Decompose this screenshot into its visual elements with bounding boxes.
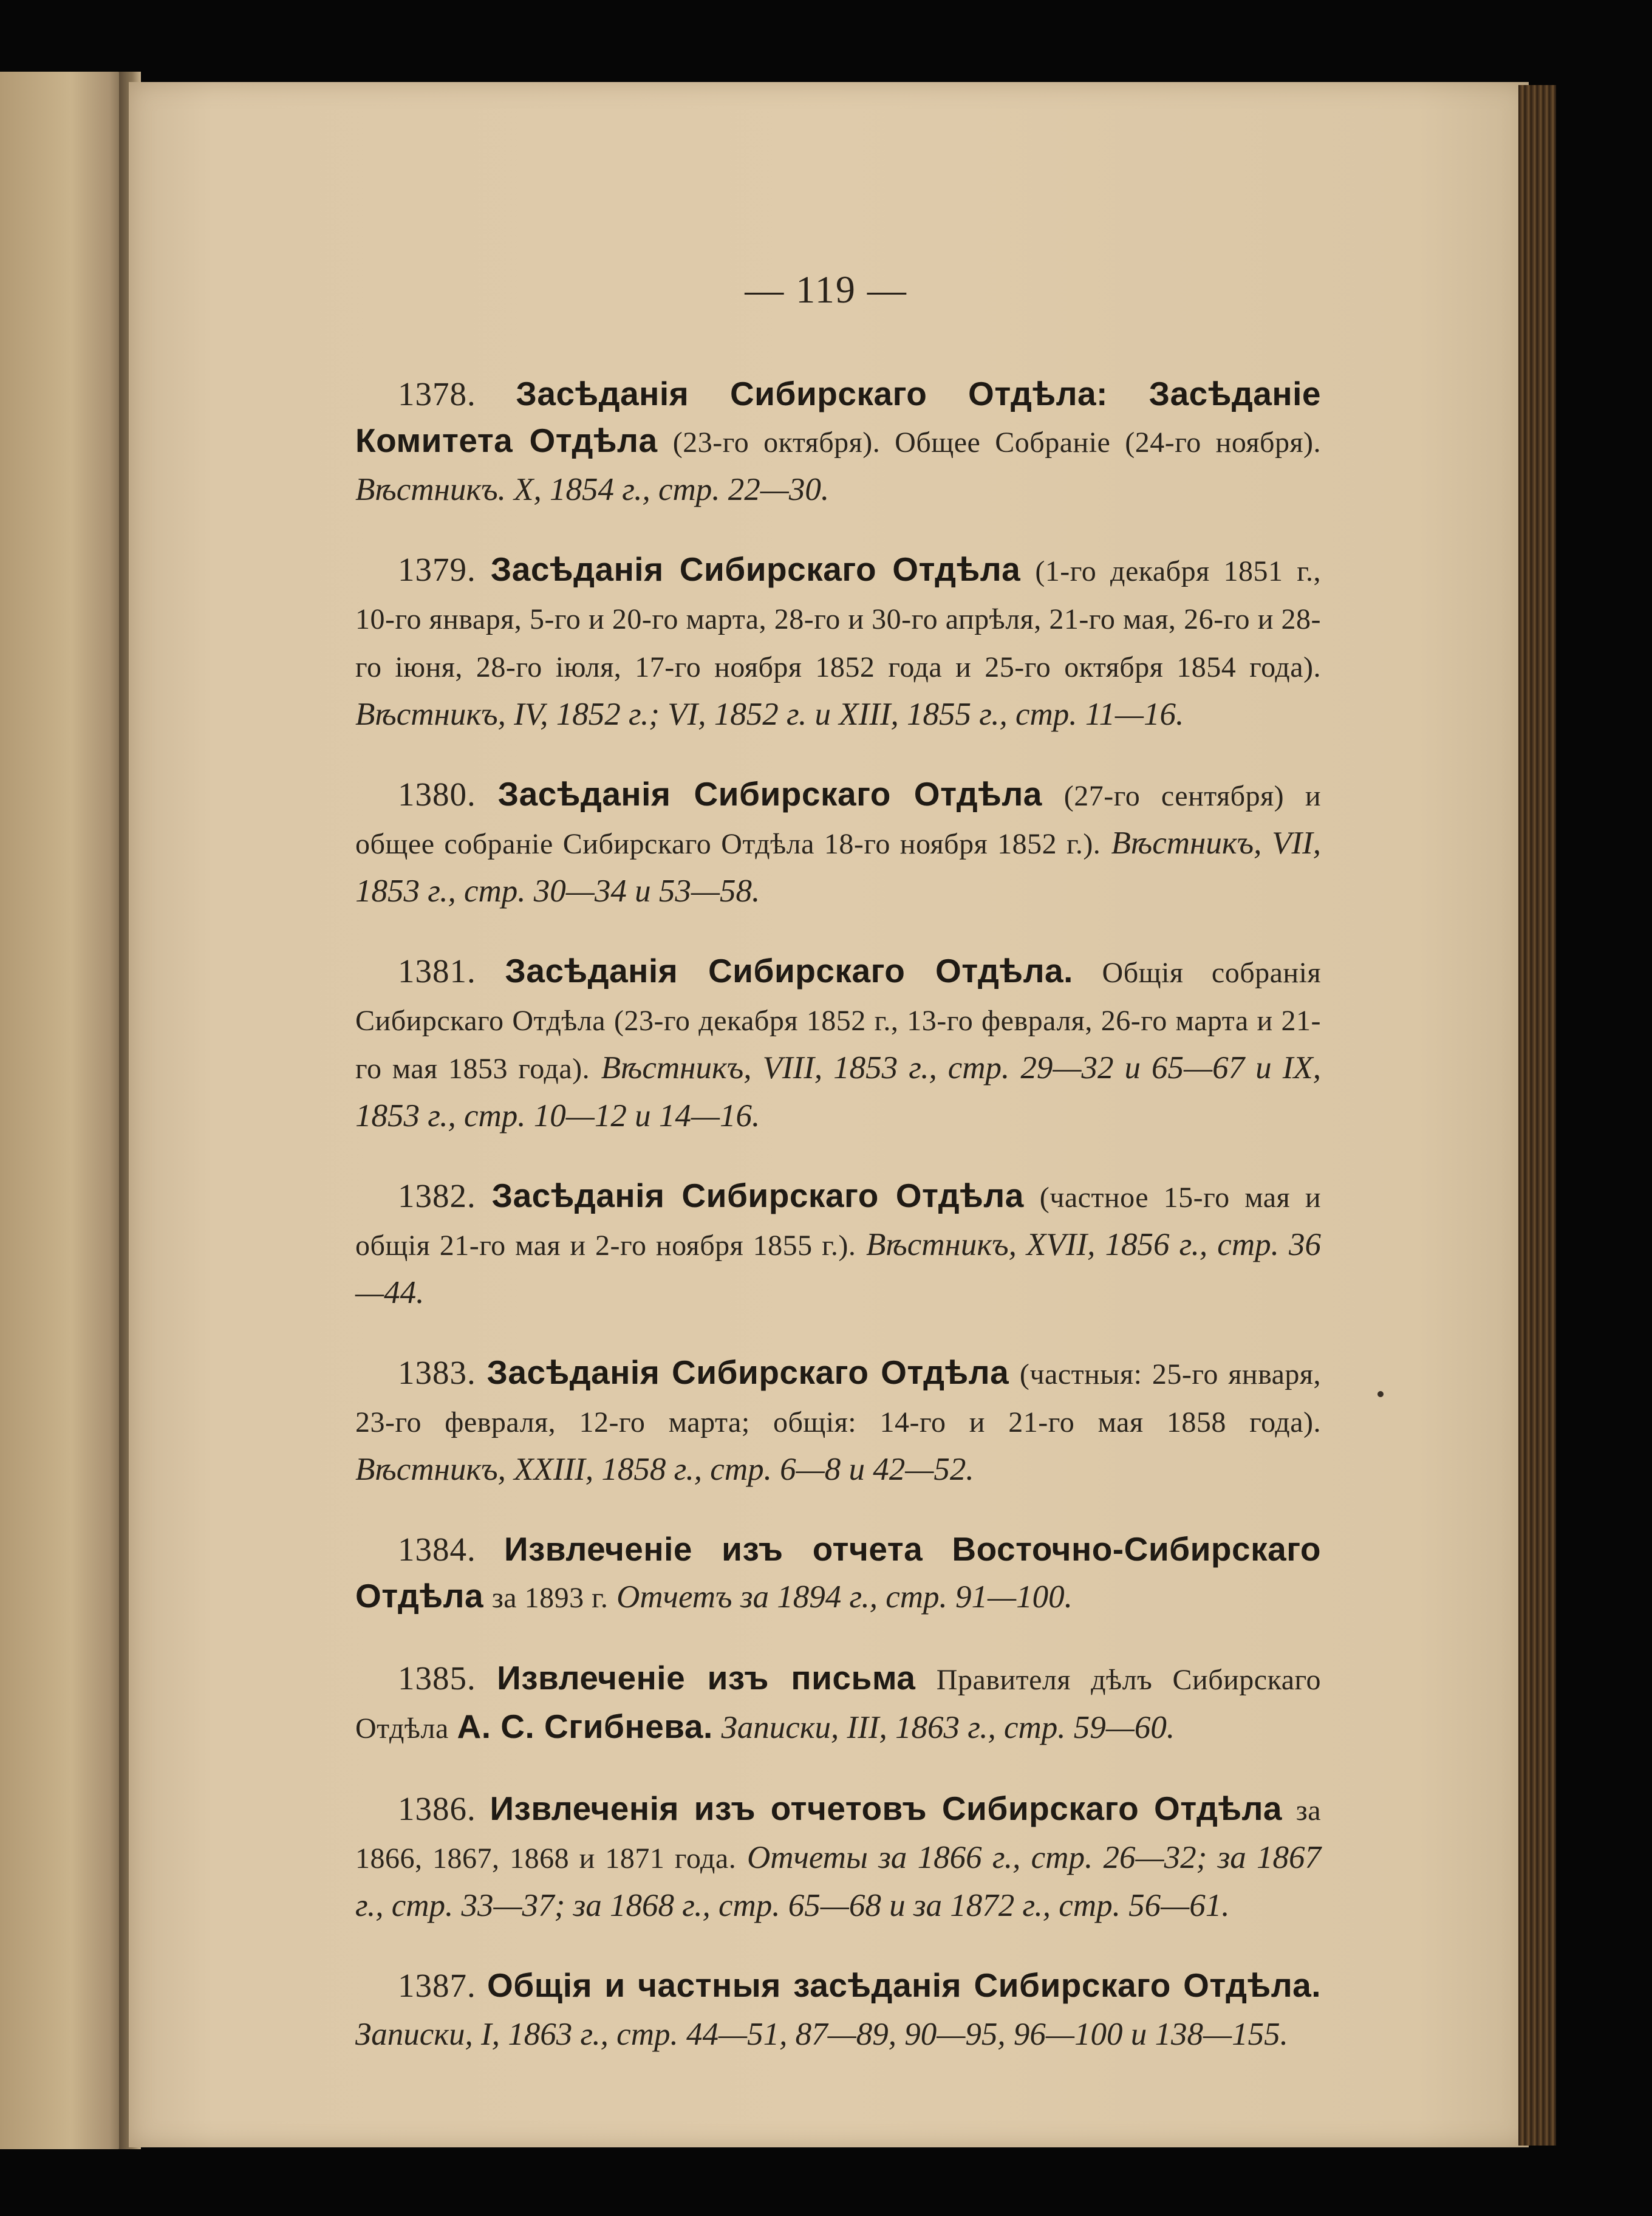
entry-citation: Вѣстникъ, XVII, 1856 г., стр. 36—44. [355, 1227, 1322, 1310]
entry-citation: Вѣстникъ, VII, 1853 г., стр. 30—34 и 53—58. [355, 826, 1322, 909]
entry-citation: Вѣстникъ, XXIII, 1858 г., стр. 6—8 и 42—52. [355, 1452, 974, 1487]
entry-1381 [355, 948, 1321, 1139]
entry-body: за 1866, 1867, 1868 и 1871 года. [355, 1794, 1321, 1875]
bibliography-entries [355, 337, 1321, 2064]
entry-1382 [355, 1172, 1321, 1316]
entry-number: 1379. [398, 551, 476, 588]
ink-speck [1377, 1391, 1384, 1397]
entry-number: 1381. [398, 952, 476, 990]
entry-title: Извлеченіе изъ письма [497, 1659, 916, 1697]
entry-title: Извлеченіе изъ отчета Восточно-Сибирскаго Отдѣла [355, 1530, 1321, 1615]
entry-title: Засѣданія Сибирскаго Отдѣла [491, 1177, 1024, 1214]
entry-title: Засѣданія Сибирскаго Отдѣла: Засѣданіе Комитета Отдѣла [355, 375, 1321, 459]
entry-number: 1384. [398, 1531, 476, 1568]
entry-1387 [355, 1962, 1321, 2057]
entry-number: 1386. [398, 1790, 476, 1827]
entry-citation: Отчеты за 1866 г., стр. 26—32; за 1867 г., стр. 33—37; за 1868 г., стр. 65—68 и за 1872 г., стр. 56—61. [355, 1840, 1322, 1923]
entry-title: Засѣданія Сибирскаго Отдѣла [497, 775, 1042, 813]
entry-1386 [355, 1785, 1321, 1929]
entry-citation: Вѣстникъ. X, 1854 г., стр. 22—30. [355, 472, 830, 507]
entry-body: Правителя дѣлъ Сибирскаго Отдѣла [355, 1664, 1322, 1745]
entry-number: 1382. [398, 1177, 476, 1214]
left-page-edge [0, 72, 129, 2149]
entry-citation: Отчетъ за 1894 г., стр. 91—100. [616, 1579, 1073, 1615]
entry-body: (частное 15-го мая и общія 21-го мая и 2-го ноября 1855 г.). [355, 1182, 1322, 1262]
entry-1378 [355, 371, 1321, 513]
entry-1380 [355, 771, 1321, 914]
entry-title: Засѣданія Сибирскаго Отдѣла [486, 1353, 1009, 1391]
entry-citation: Записки, III, 1863 г., стр. 59—60. [721, 1710, 1175, 1745]
entry-author: А. С. Сгибнева. [457, 1708, 713, 1745]
page-block-edge [1518, 85, 1556, 2146]
entry-title: Извлеченія изъ отчетовъ Сибирскаго Отдѣла [490, 1790, 1283, 1827]
entry-body: (23-го октября). Общее Собраніе (24-го ноября). [672, 426, 1322, 459]
entry-body: (частныя: 25-го января, 23-го февраля, 12-го марта; общія: 14-го и 21-го мая 1858 года). [355, 1358, 1321, 1438]
entry-1385 [355, 1655, 1321, 1752]
entry-body: (1-го декабря 1851 г., 10-го января, 5-го и 20-го марта, 28-го и 30-го апрѣля, 21-го мая, 26-го и 28-го іюня, 28-го іюля, 17-го ноября 1852 года и 25-го октября 1854 года). [355, 555, 1322, 683]
entry-number: 1385. [398, 1660, 476, 1697]
entry-number: 1380. [398, 776, 476, 813]
entry-1384 [355, 1526, 1321, 1621]
entry-citation: Вѣстникъ, VIII, 1853 г., стр. 29—32 и 65—67 и IX, 1853 г., стр. 10—12 и 14—16. [355, 1050, 1321, 1134]
entry-body: Общія собранія Сибирскаго Отдѣла (23-го декабря 1852 г., 13-го февраля, 26-го марта и 21-го мая 1853 года). [355, 957, 1322, 1085]
entry-number: 1378. [398, 375, 476, 412]
entry-1383 [355, 1349, 1321, 1493]
entry-title: Засѣданія Сибирскаго Отдѣла. [505, 952, 1073, 990]
entry-body: (27-го сентября) и общее собраніе Сибирскаго Отдѣла 18-го ноября 1852 г.). [355, 780, 1322, 860]
entry-title: Засѣданія Сибирскаго Отдѣла [490, 550, 1021, 588]
entry-citation: Записки, I, 1863 г., стр. 44—51, 87—89, 90—95, 96—100 и 138—155. [355, 2017, 1288, 2052]
page-number: — 119 — [745, 268, 907, 311]
entry-body: за 1893 г. [491, 1582, 609, 1614]
entry-title: Общія и частныя засѣданія Сибирскаго Отдѣла. [487, 1966, 1322, 2004]
entry-number: 1383. [398, 1354, 476, 1391]
entry-number: 1387. [398, 1967, 476, 2004]
entry-1379 [355, 546, 1321, 737]
entry-citation: Вѣстникъ, IV, 1852 г.; VI, 1852 г. и XIII, 1855 г., стр. 11—16. [355, 697, 1184, 732]
